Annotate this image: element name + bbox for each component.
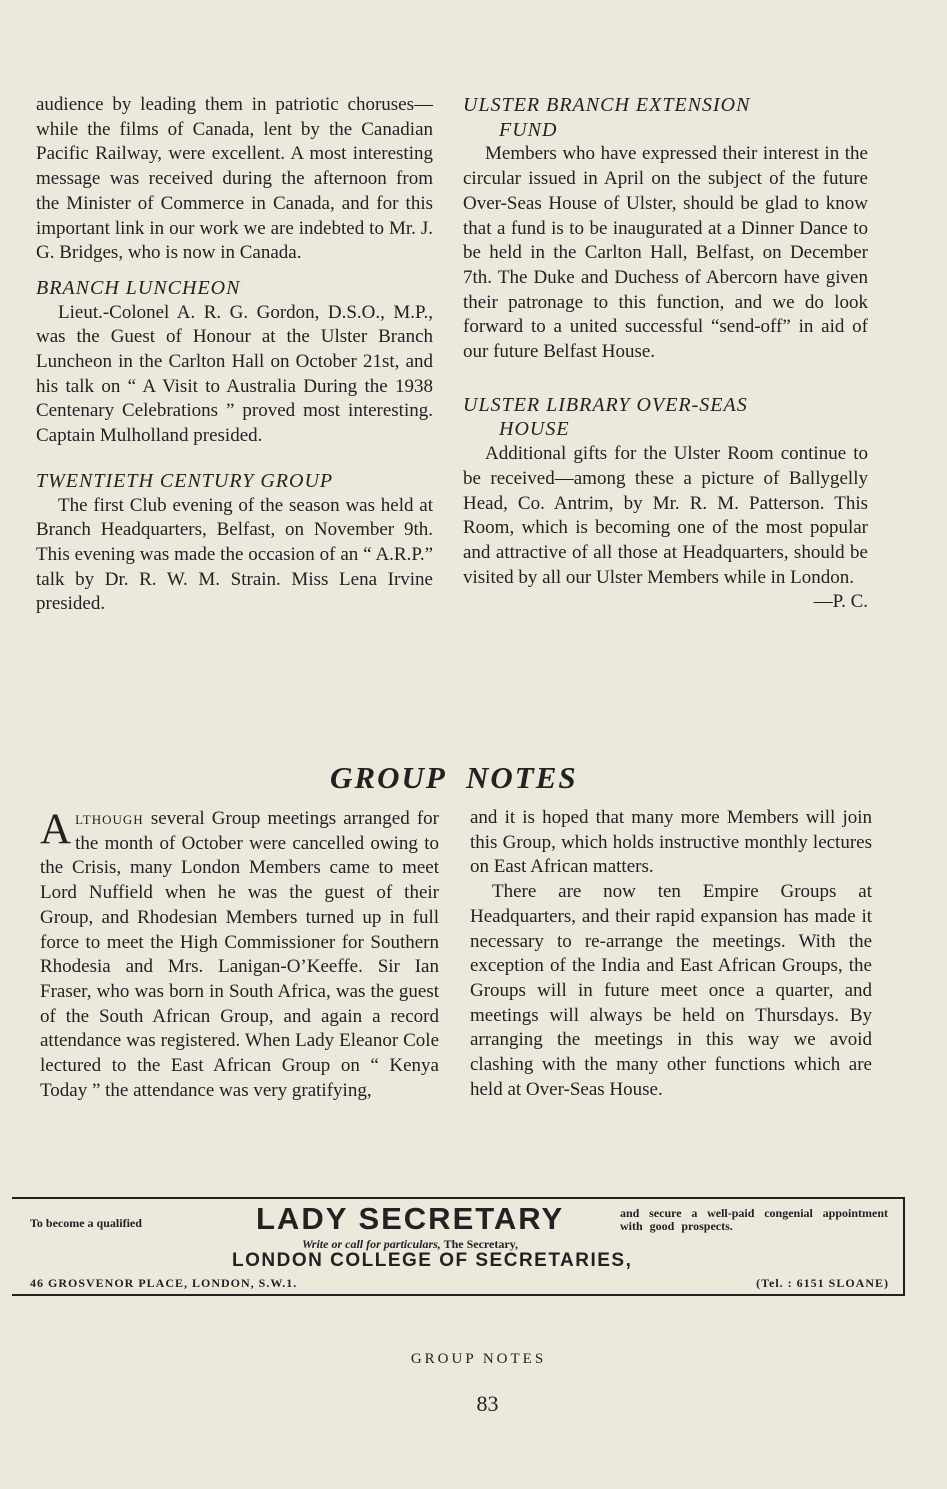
extension-fund-body: Members who have expressed their interest in the circular issued in April on the subject of the future Over-Seas House of Ulster, should be glad to know that a fund is to be inaugurated at a Dinner Dance to be held in the Carlton Hall, Belfast, on December 7th. The Duke and Duchess of Abercorn have given their patronage to this function, and we do look forward to a united successful “send-off” in aid of our future Belfast House. <box>463 143 868 363</box>
running-footer: GROUP NOTES <box>410 1351 547 1367</box>
ad-telephone: (Tel. : 6151 SLOANE) <box>756 1276 889 1290</box>
group-notes-right-column <box>470 806 872 1102</box>
ad-title: LADY SECRETARY <box>256 1201 565 1236</box>
group-notes-left-body: several Group meetings arranged for the month of October were cancelled owing to the Crisis, many London Members came to meet Lord Nuffield when he was the guest of their Group, and Rhodesian Members turned up in full force to meet the High Commissioner for Southern Rhodesia and Mrs. Lanigan-O’Keeffe. Sir Ian Fraser, who was born in South Africa, was the guest of the South African Group, and again a record attendance was registered. When Lady Eleanor Cole lectured to the East African Group on “ Kenya Today ” the attendance was very gratifying, <box>40 808 439 1101</box>
advertisement-box <box>12 1197 905 1296</box>
intro-paragraph: audience by leading them in patriotic choruses—while the films of Canada, lent by the Canadian Pacific Railway, were excellent. A most interesting message was received during the afternoon from the Minister of Commerce in Canada, and for this important link in our work we are indebted to Mr. J. G. Bridges, who is now in Canada. <box>36 94 433 264</box>
signature: —P. C. <box>813 591 868 613</box>
right-column-top <box>463 93 868 615</box>
extension-heading-line2: FUND <box>499 118 558 141</box>
ad-tail-text: and secure a well-paid congenial appointment with good prospects. <box>620 1206 888 1233</box>
extension-fund-heading <box>463 93 868 142</box>
ad-address: 46 GROSVENOR PLACE, LONDON, S.W.1. <box>30 1276 298 1290</box>
ad-college-name: LONDON COLLEGE OF SECRETARIES, <box>232 1250 633 1271</box>
extension-heading-line1: ULSTER BRANCH EXTENSION <box>463 94 751 116</box>
twentieth-century-heading: TWENTIETH CENTURY GROUP <box>36 469 334 492</box>
branch-luncheon-heading: BRANCH LUNCHEON <box>36 276 241 299</box>
branch-luncheon-body: Lieut.-Colonel A. R. G. Gordon, D.S.O., M.P., was the Guest of Honour at the Ulster Branch Luncheon in the Carlton Hall on October 21st, and his talk on “ A Visit to Australia During the 1938 Centenary Celebrations ” proved most interesting. Captain Mulholland presided. <box>36 301 433 447</box>
library-heading <box>463 393 868 442</box>
library-body: Additional gifts for the Ulster Room continue to be received—among these a picture of Ballygelly Head, Co. Antrim, by Mr. R. M. Patterson. This Room, which is becoming one of the most popular and attractive of all those at Headquarters, should be visited by all our Ulster Members while in London. <box>463 443 868 588</box>
group-notes-first-paragraph <box>40 806 439 1103</box>
library-heading-line1: ULSTER LIBRARY OVER-SEAS <box>463 393 748 416</box>
group-notes-continuation: and it is hoped that many more Members will join this Group, which holds instructive monthly lectures on East African matters. <box>470 807 872 878</box>
left-column-top <box>36 93 433 617</box>
group-notes-second-paragraph: There are now ten Empire Groups at Headquarters, and their rapid expansion has made it necessary to re-arrange the meetings. With the exception of the India and East African Groups, the Groups will in future meet once a quarter, and meetings will always be held on Thursdays. By arranging the meetings in this way we avoid clashing with the many other functions which are held at Over-Seas House. <box>470 881 872 1100</box>
lead-in-word: lthough <box>75 808 144 828</box>
group-notes-title-word1: GROUP <box>330 760 447 795</box>
group-notes-title-word2: NOTES <box>466 760 578 795</box>
library-heading-line2: HOUSE <box>499 418 570 441</box>
page-number: 83 <box>476 1391 499 1416</box>
group-notes-left-column <box>40 806 439 1103</box>
twentieth-century-body: The first Club evening of the season was held at Branch Headquarters, Belfast, on November 9th. This evening was made the occasion of an “ A.R.P.” talk by Dr. R. W. M. Strain. Miss Lena Irvine presided. <box>36 494 433 615</box>
ad-write-rest: The Secretary, <box>443 1237 519 1251</box>
ad-write-italic: Write or call for particulars, <box>302 1237 441 1251</box>
ad-lead-text: To become a qualified <box>30 1216 142 1230</box>
drop-cap: A <box>40 806 72 853</box>
